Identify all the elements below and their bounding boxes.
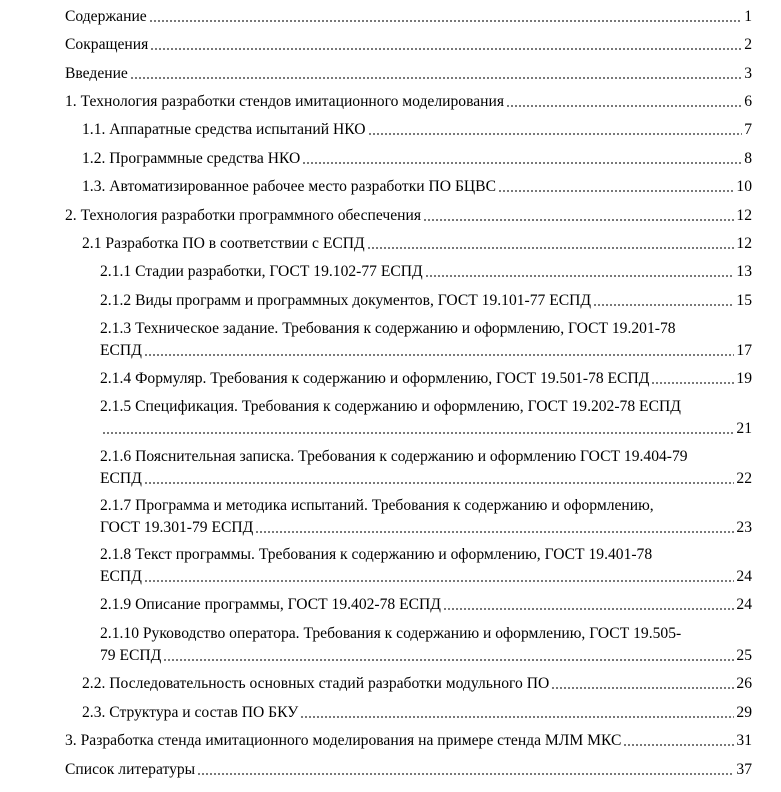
toc-page-number: 8 bbox=[744, 150, 752, 167]
toc-dot-leader bbox=[506, 105, 742, 107]
toc-dot-leader bbox=[150, 48, 742, 50]
toc-entry-title: 2.2. Последовательность основных стадий разработки модульного ПО bbox=[82, 675, 550, 692]
toc-entry-title: 79 ЕСПД bbox=[100, 647, 162, 664]
toc-entry-title: Введение bbox=[65, 65, 128, 82]
toc-entry-title: ЕСПД bbox=[100, 342, 142, 359]
toc-entry-title: 2.1 Разработка ПО в соответствии с ЕСПД bbox=[82, 235, 365, 252]
toc-dot-leader bbox=[149, 20, 742, 22]
toc-dot-leader bbox=[255, 531, 734, 533]
toc-dot-leader bbox=[623, 744, 734, 746]
toc-page-number: 3 bbox=[744, 65, 752, 82]
toc-dot-leader bbox=[443, 608, 734, 610]
toc-entry-title: ЕСПД bbox=[100, 470, 142, 487]
toc-page-number: 10 bbox=[736, 178, 752, 195]
toc-dot-leader bbox=[300, 716, 734, 718]
toc-page-number: 29 bbox=[736, 704, 752, 721]
toc-entry-title: 2.1.7 Программа и методика испытаний. Требования к содержанию и оформлению, bbox=[100, 497, 654, 514]
toc-entry-title: 2.1.1 Стадии разработки, ГОСТ 19.102-77 ЕСПД bbox=[100, 263, 423, 280]
toc-dot-leader bbox=[144, 354, 735, 356]
toc-entry-title: 2.3. Структура и состав ПО БКУ bbox=[82, 704, 299, 721]
toc-dot-leader bbox=[302, 162, 742, 164]
toc-dot-leader bbox=[498, 190, 734, 192]
toc-page-number: 13 bbox=[736, 263, 752, 280]
toc-page-number: 31 bbox=[736, 732, 752, 749]
toc-dot-leader bbox=[130, 77, 742, 79]
toc-page-number: 1 bbox=[744, 8, 752, 25]
toc-page-number: 37 bbox=[736, 761, 752, 778]
toc-entry-title: 2.1.4 Формуляр. Требования к содержанию и оформлению, ГОСТ 19.501-78 ЕСПД bbox=[100, 370, 650, 387]
toc-dot-leader bbox=[425, 275, 735, 277]
toc-entry-title: 1.2. Программные средства НКО bbox=[82, 150, 301, 167]
toc-page-number: 24 bbox=[736, 568, 752, 585]
toc-entry-title: 2.1.3 Техническое задание. Требования к содержанию и оформлению, ГОСТ 19.201-78 bbox=[100, 320, 676, 337]
toc-dot-leader bbox=[102, 432, 734, 434]
toc-dot-leader bbox=[144, 482, 735, 484]
toc-entry-title: ГОСТ 19.301-79 ЕСПД bbox=[100, 519, 254, 536]
toc-entry-title: ЕСПД bbox=[100, 568, 142, 585]
toc-dot-leader bbox=[551, 687, 734, 689]
toc-entry-title: Содержание bbox=[65, 8, 147, 25]
toc-entry-title: 2. Технология разработки программного обеспечения bbox=[65, 207, 422, 224]
toc-entry-title: 1.3. Автоматизированное рабочее место разработки ПО БЦВС bbox=[82, 178, 496, 195]
toc-entry-title: 2.1.8 Текст программы. Требования к содержанию и оформлению, ГОСТ 19.401-78 bbox=[100, 546, 653, 563]
toc-entry-title: 2.1.5 Спецификация. Требования к содержанию и оформлению, ГОСТ 19.202-78 ЕСПД bbox=[100, 398, 681, 415]
toc-entry-title: 1.1. Аппаратные средства испытаний НКО bbox=[82, 121, 366, 138]
toc-page-number: 6 bbox=[744, 93, 752, 110]
toc-page-number: 25 bbox=[736, 647, 752, 664]
toc-entry-title: Сокращения bbox=[65, 36, 149, 53]
toc-page-number: 12 bbox=[736, 235, 752, 252]
toc-page-number: 17 bbox=[736, 342, 752, 359]
toc-page-number: 12 bbox=[736, 207, 752, 224]
toc-entry-title: 2.1.2 Виды программ и программных документов, ГОСТ 19.101-77 ЕСПД bbox=[100, 292, 592, 309]
toc-entry-title: 1. Технология разработки стендов имитационного моделирования bbox=[65, 93, 505, 110]
toc-dot-leader bbox=[163, 659, 734, 661]
toc-dot-leader bbox=[144, 580, 735, 582]
toc-page-number: 26 bbox=[736, 675, 752, 692]
toc-entry-title: 2.1.9 Описание программы, ГОСТ 19.402-78 ЕСПД bbox=[100, 596, 441, 613]
toc-dot-leader bbox=[197, 773, 734, 775]
toc-dot-leader bbox=[651, 382, 734, 384]
toc-page-number: 22 bbox=[736, 470, 752, 487]
toc-page-number: 21 bbox=[736, 420, 752, 437]
toc-dot-leader bbox=[367, 247, 735, 249]
toc-page-number: 24 bbox=[736, 596, 752, 613]
toc-entry-title: 3. Разработка стенда имитационного моделирования на примере стенда МЛМ МКС bbox=[65, 732, 622, 749]
toc-page-number: 2 bbox=[744, 36, 752, 53]
toc-entry-title: 2.1.10 Руководство оператора. Требования к содержанию и оформлению, ГОСТ 19.505- bbox=[100, 625, 682, 642]
toc-entry-title: 2.1.6 Пояснительная записка. Требования к содержанию и оформлению ГОСТ 19.404-79 bbox=[100, 448, 688, 465]
toc-page-number: 23 bbox=[736, 519, 752, 536]
toc-page-number: 19 bbox=[736, 370, 752, 387]
toc-dot-leader bbox=[423, 219, 734, 221]
toc-dot-leader bbox=[368, 133, 743, 135]
toc-page-number: 15 bbox=[736, 292, 752, 309]
toc-entry-title: Список литературы bbox=[65, 761, 196, 778]
toc-dot-leader bbox=[593, 304, 734, 306]
toc-page-number: 7 bbox=[744, 121, 752, 138]
